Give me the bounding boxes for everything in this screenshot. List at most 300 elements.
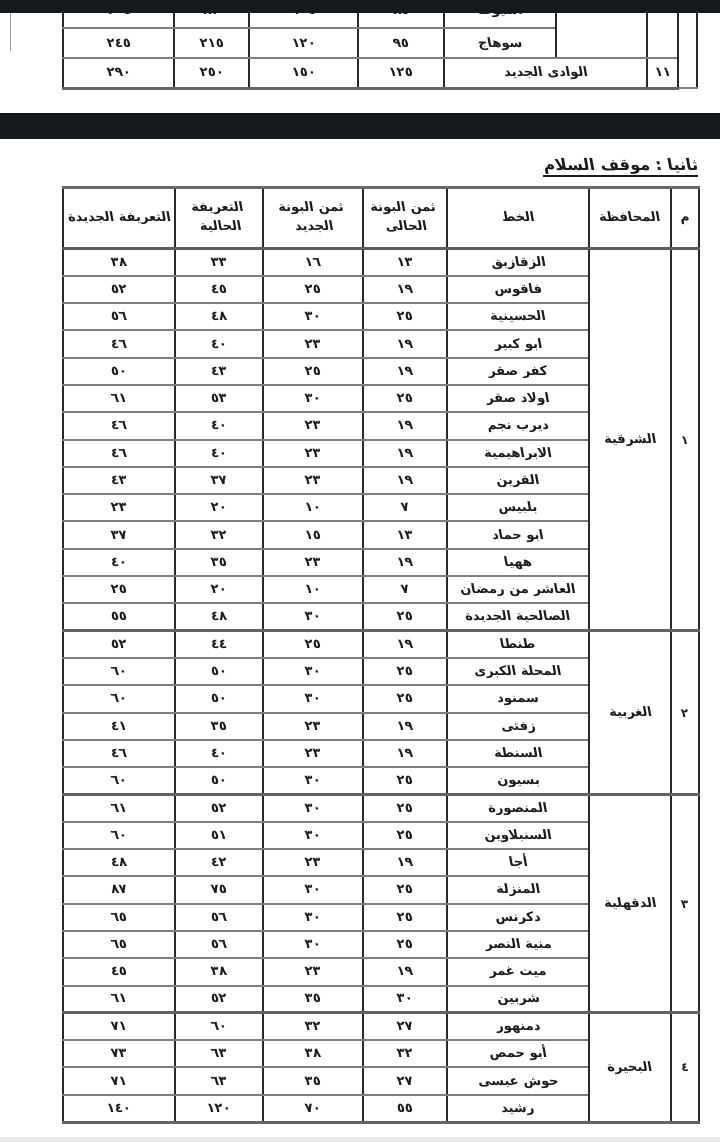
line-name-cell <box>447 1067 589 1094</box>
line-name-cell-text: بسيون <box>495 773 541 789</box>
bona-new-cell <box>263 986 363 1013</box>
tariff-new-cell <box>63 658 175 685</box>
bona-new-cell <box>263 931 363 958</box>
top-black-divider-bar <box>0 0 720 13</box>
num-cell-text: ٢ <box>680 705 690 720</box>
bona-new-cell-text: ٣٠ <box>303 391 323 407</box>
table-row <box>63 1013 699 1040</box>
bona-new-cell <box>249 28 358 58</box>
line-name-cell-text: اولاد صقر <box>484 391 552 407</box>
bona-new-cell <box>263 249 363 276</box>
governorate-cell-text: الغربية <box>607 705 653 721</box>
tariff-new-cell-text: ٢٩٠ <box>105 65 132 81</box>
tariff-new-cell <box>63 440 175 467</box>
tariff-new-cell-text: ٧١ <box>109 1019 129 1035</box>
tariff-new-cell-text: ٦١ <box>109 391 129 407</box>
line-name-cell <box>444 58 647 88</box>
tariff-new-cell-text: ٦٠ <box>109 691 129 707</box>
line-name-cell-text: السنطة <box>492 745 544 761</box>
tariff-new-cell-text: ٥٢ <box>109 637 129 653</box>
bona-current-cell-text: ١٩ <box>395 418 415 434</box>
tariff-new-cell-text: ٤٠ <box>109 554 129 570</box>
line-name-cell-text: كفر صقر <box>486 363 550 379</box>
bona-new-cell-text: ٢٥ <box>303 363 323 379</box>
bona-new-cell-text: ٣٠ <box>303 664 323 680</box>
bona-new-cell <box>263 440 363 467</box>
bona-current-cell-text: ٢٥ <box>395 691 415 707</box>
tariff-new-cell-text: ٧١ <box>109 1073 129 1089</box>
line-name-cell-text: العاشر من رمضان <box>458 582 578 598</box>
tariff-new-cell <box>63 303 175 330</box>
bona-current-cell <box>363 358 447 385</box>
tariff-new-cell-text: ٦٠ <box>109 773 129 789</box>
tariff-current-cell-text: ٤٨ <box>209 609 229 625</box>
tariff-new-cell <box>63 794 175 821</box>
section-divider-bar <box>0 113 720 139</box>
top-partial-table <box>62 0 698 90</box>
line-name-cell-text: الصالحية الجديدة <box>464 609 572 625</box>
tariff-current-cell-text: ٥٢ <box>209 800 229 816</box>
bona-current-cell <box>363 822 447 849</box>
tariff-current-cell <box>175 931 263 958</box>
bona-new-cell-text: ٣٠ <box>303 827 323 843</box>
line-name-cell <box>447 958 589 985</box>
tariff-new-cell <box>63 849 175 876</box>
bona-current-cell <box>363 549 447 576</box>
tariff-new-cell-text: ٤٦ <box>109 745 129 761</box>
line-name-cell <box>447 303 589 330</box>
line-name-cell <box>447 521 589 548</box>
line-name-cell-text: الوادى الجديد <box>502 65 589 81</box>
tariff-current-cell-text: ٦٠ <box>209 1019 229 1035</box>
bona-current-cell <box>363 1095 447 1122</box>
line-name-cell <box>447 549 589 576</box>
tariff-current-cell-text: ٤٢ <box>209 855 229 871</box>
line-name-cell <box>447 658 589 685</box>
line-name-cell-text: الزقازيق <box>489 254 547 270</box>
tariff-new-cell <box>63 1013 175 1040</box>
tariff-new-cell-text: ٧٣ <box>109 1046 129 1062</box>
num-cell-text: ١ <box>680 432 690 447</box>
line-name-cell <box>447 467 589 494</box>
bona-new-cell <box>263 494 363 521</box>
tariff-current-cell-text: ٤٠ <box>209 745 229 761</box>
num-cell <box>671 249 699 631</box>
bona-current-cell-text: ١٩ <box>395 473 415 489</box>
governorate-cell-text: البحيرة <box>606 1059 654 1075</box>
tariff-current-cell <box>175 822 263 849</box>
bona-current-cell <box>363 440 447 467</box>
line-name-cell <box>447 412 589 439</box>
tariff-new-cell <box>63 986 175 1013</box>
governorate-cell-text: الدقهلية <box>602 896 658 912</box>
bona-new-cell <box>263 358 363 385</box>
tariff-current-cell-text: ٥٦ <box>209 937 229 953</box>
tariff-current-cell-text: ٤٠ <box>209 418 229 434</box>
line-name-cell <box>447 713 589 740</box>
tariff-new-cell-text: ٨٧ <box>109 882 129 898</box>
tariff-new-cell-text: ٥٢ <box>109 281 129 297</box>
bona-new-cell <box>263 521 363 548</box>
tariff-current-cell <box>175 330 263 357</box>
num-cell <box>671 631 699 795</box>
bona-new-cell <box>263 1067 363 1094</box>
line-name-cell <box>447 876 589 903</box>
bona-new-cell <box>263 740 363 767</box>
line-name-cell <box>447 330 589 357</box>
tariff-current-cell-text: ٧٥ <box>209 882 229 898</box>
bona-current-cell-text: ١٩ <box>395 281 415 297</box>
bona-new-cell-text: ٣٠ <box>303 309 323 325</box>
num-cell <box>671 1013 699 1122</box>
bona-current-cell-text: ٢٥ <box>395 882 415 898</box>
tariff-new-cell-text: ٥٥ <box>109 609 129 625</box>
bona-current-cell-text: ٢٥ <box>395 800 415 816</box>
tariff-new-cell-text: ٦٥ <box>109 909 129 925</box>
tariff-current-cell <box>174 58 249 88</box>
bona-new-cell <box>263 1013 363 1040</box>
tariff-current-cell <box>175 576 263 603</box>
line-name-cell <box>444 28 556 58</box>
col-header-governorate-text: المحافظة <box>597 209 662 225</box>
col-header-line <box>447 188 589 249</box>
bona-current-cell <box>363 1067 447 1094</box>
tariff-current-cell <box>175 549 263 576</box>
line-name-cell <box>447 358 589 385</box>
bona-current-cell-text: ١٩ <box>395 637 415 653</box>
table-row <box>63 794 699 821</box>
line-name-cell-text: الابراهيمية <box>482 445 554 461</box>
tariff-current-cell <box>175 740 263 767</box>
bona-current-cell-text: ٢٥ <box>395 391 415 407</box>
tariff-new-cell-text: ٣٧ <box>109 527 129 543</box>
bona-new-cell <box>263 904 363 931</box>
tariff-new-cell-text: ٣٨ <box>109 254 129 270</box>
bona-current-cell <box>363 303 447 330</box>
bona-new-cell <box>263 276 363 303</box>
bona-new-cell-text: ٣٠ <box>303 937 323 953</box>
tariff-current-cell <box>175 631 263 658</box>
outer-strip-cell <box>678 0 697 88</box>
bona-new-cell <box>263 658 363 685</box>
tariff-current-cell-text: ٦٣ <box>209 1073 229 1089</box>
bona-current-cell <box>363 713 447 740</box>
bona-new-cell-text: ١٠ <box>303 582 323 598</box>
bona-current-cell-text: ٢٥ <box>395 664 415 680</box>
line-name-cell <box>447 986 589 1013</box>
tariff-new-cell <box>63 904 175 931</box>
tariff-new-cell <box>63 412 175 439</box>
tariff-new-cell <box>63 276 175 303</box>
col-header-line-text: الخط <box>500 209 536 225</box>
line-name-cell-text: ابو حماد <box>490 527 546 543</box>
bona-current-cell <box>358 28 444 58</box>
tariff-new-cell <box>63 576 175 603</box>
bona-current-cell-text: ٢٧ <box>395 1019 415 1035</box>
tariff-current-cell <box>175 1067 263 1094</box>
line-name-cell <box>447 385 589 412</box>
line-name-cell <box>447 276 589 303</box>
tariff-current-cell-text: ٥٠ <box>209 691 229 707</box>
tariff-new-cell-text: ٦١ <box>109 800 129 816</box>
tariff-current-cell-text: ٥٦ <box>209 909 229 925</box>
tariff-new-cell-text: ٢٥ <box>109 582 129 598</box>
line-name-cell-text: ههيا <box>502 554 534 570</box>
tariff-current-cell <box>175 249 263 276</box>
tariff-new-cell-text: ٤٦ <box>109 445 129 461</box>
bona-new-cell <box>263 876 363 903</box>
tariff-new-cell <box>63 494 175 521</box>
bona-current-cell-text: ١٢٥ <box>387 65 415 81</box>
tariff-current-cell <box>175 849 263 876</box>
bona-current-cell-text: ١٩ <box>395 363 415 379</box>
tariff-new-cell <box>63 713 175 740</box>
bona-current-cell <box>363 576 447 603</box>
bona-new-cell <box>263 1095 363 1122</box>
line-name-cell-text: المنزلة <box>494 882 542 898</box>
tariff-current-cell-text: ٥١ <box>209 827 229 843</box>
page-left-border <box>10 13 11 51</box>
governorate-cell-text: الشرقية <box>602 432 658 448</box>
bona-new-cell <box>263 631 363 658</box>
governorate-cell <box>589 249 671 631</box>
bona-current-cell-text: ٢٥ <box>395 773 415 789</box>
num-cell-text: ١١ <box>653 65 672 81</box>
bona-new-cell-text: ٢٣ <box>303 718 323 734</box>
line-name-cell-text: سوهاج <box>476 35 524 51</box>
tariff-new-cell-text: ٤٦ <box>109 418 129 434</box>
tariff-new-cell-text: ٦٠ <box>109 827 129 843</box>
bona-new-cell-text: ٣٢ <box>303 1019 323 1035</box>
tariff-current-cell <box>175 713 263 740</box>
bona-current-cell <box>363 521 447 548</box>
bona-new-cell-text: ٣٠ <box>303 882 323 898</box>
bona-current-cell-text: ٢٧ <box>395 1073 415 1089</box>
tariff-new-cell <box>63 1067 175 1094</box>
line-name-cell-text: منية النصر <box>483 937 553 953</box>
tariff-new-cell-text: ٤١ <box>109 718 129 734</box>
tariff-new-cell-text: ٦٥ <box>109 937 129 953</box>
bona-current-cell <box>363 603 447 630</box>
bona-new-cell <box>263 685 363 712</box>
line-name-cell <box>447 440 589 467</box>
tariff-current-cell <box>175 276 263 303</box>
tariff-current-cell-text: ٣٥ <box>209 554 229 570</box>
tariff-current-cell-text: ٢٠ <box>209 500 229 516</box>
col-header-num <box>671 188 699 249</box>
bona-new-cell-text: ٣٨ <box>303 1046 323 1062</box>
line-name-cell <box>447 904 589 931</box>
col-header-bona-current-text: ثمن البونة الحالى <box>369 200 438 234</box>
bona-new-cell-text: ٣٠ <box>303 691 323 707</box>
bona-new-cell <box>263 713 363 740</box>
line-name-cell-text: دمنهور <box>494 1019 542 1035</box>
tariff-current-cell-text: ٣٨ <box>209 964 229 980</box>
line-name-cell-text: المحلة الكبرى <box>473 664 563 680</box>
tariff-current-cell-text: ٦٣ <box>209 1046 229 1062</box>
tariff-new-cell <box>63 358 175 385</box>
bona-new-cell-text: ١٦ <box>303 254 323 270</box>
tariff-current-cell-text: ٤٠ <box>209 445 229 461</box>
line-name-cell-text: أجا <box>507 855 529 871</box>
line-name-cell-text: زفتى <box>499 718 537 734</box>
bona-new-cell <box>263 385 363 412</box>
tariff-current-cell <box>175 412 263 439</box>
line-name-cell-text: ميت غمر <box>488 964 548 980</box>
bona-new-cell-text: ٢٣ <box>303 964 323 980</box>
tariff-current-cell-text: ١٢٠ <box>205 1100 233 1116</box>
tariff-new-cell <box>63 1095 175 1122</box>
tariff-current-cell <box>175 958 263 985</box>
tariff-current-cell-text: ٣٧ <box>209 473 229 489</box>
tariff-current-cell <box>175 440 263 467</box>
bona-new-cell-text: ٢٥ <box>303 637 323 653</box>
bona-current-cell-text: ١٩ <box>395 445 415 461</box>
bona-new-cell-text: ٢٣ <box>303 336 323 352</box>
line-name-cell-text: فاقوس <box>492 281 544 297</box>
tariff-new-cell-text: ٤٨ <box>109 855 129 871</box>
tariff-current-cell <box>175 794 263 821</box>
bona-new-cell-text: ٢٣ <box>303 554 323 570</box>
tariff-new-cell-text: ٦١ <box>109 991 129 1007</box>
bona-current-cell-text: ١٣ <box>395 527 415 543</box>
tariff-current-cell-text: ٢٠ <box>209 582 229 598</box>
tariff-current-cell-text: ٥٠ <box>209 773 229 789</box>
bona-current-cell <box>363 631 447 658</box>
bona-new-cell-text: ٣٠ <box>303 609 323 625</box>
bona-current-cell-text: ٧ <box>399 582 411 598</box>
tariff-current-cell-text: ٥٠ <box>209 664 229 680</box>
num-cell <box>647 58 678 88</box>
col-header-tariff-new <box>63 188 175 249</box>
bona-new-cell <box>263 767 363 794</box>
col-header-bona-current <box>363 188 447 249</box>
line-name-cell <box>447 740 589 767</box>
num-cell-text: ٣ <box>680 896 690 911</box>
bona-current-cell <box>363 986 447 1013</box>
bona-current-cell <box>363 494 447 521</box>
tariff-new-cell <box>63 249 175 276</box>
line-name-cell <box>447 249 589 276</box>
tariff-current-cell-text: ٣٣ <box>209 254 229 270</box>
tariff-new-cell-text: ١٤٠ <box>105 1100 133 1116</box>
bona-current-cell <box>363 1040 447 1067</box>
bona-new-cell <box>263 303 363 330</box>
page-bottom-edge <box>0 1137 720 1142</box>
tariff-new-cell <box>63 631 175 658</box>
bona-new-cell <box>263 467 363 494</box>
col-header-bona-new <box>263 188 363 249</box>
header-row <box>63 188 699 249</box>
line-name-cell-text: أبو حمص <box>487 1046 549 1062</box>
bona-current-cell <box>363 767 447 794</box>
bona-current-cell-text: ١٩ <box>395 554 415 570</box>
tariff-current-cell <box>175 767 263 794</box>
bona-current-cell-text: ١٩ <box>395 336 415 352</box>
line-name-cell-text: حوش عيسى <box>476 1073 560 1089</box>
bona-current-cell-text: ١٩ <box>395 718 415 734</box>
num-cell-text: ٤ <box>680 1060 690 1075</box>
tariff-new-cell <box>63 822 175 849</box>
bona-current-cell <box>363 467 447 494</box>
bona-current-cell-text: ٢٥ <box>395 309 415 325</box>
line-name-cell-text: طنطا <box>499 637 537 653</box>
bona-new-cell <box>263 1040 363 1067</box>
bona-new-cell-text: ٢٣ <box>303 855 323 871</box>
bona-new-cell <box>263 549 363 576</box>
line-name-cell-text: الحسينية <box>488 309 548 325</box>
bona-new-cell-text: ٣٠ <box>303 773 323 789</box>
line-name-cell <box>447 794 589 821</box>
tariff-current-cell-text: ٢١٥ <box>198 35 225 51</box>
tariff-current-cell <box>175 521 263 548</box>
bona-current-cell <box>363 658 447 685</box>
bona-new-cell-text: ٣٥ <box>303 1073 323 1089</box>
tariff-new-cell <box>63 521 175 548</box>
bona-current-cell-text: ٢٥ <box>395 937 415 953</box>
tariff-new-cell <box>63 685 175 712</box>
col-header-governorate <box>589 188 671 249</box>
line-name-cell-text: القرين <box>494 473 542 489</box>
line-name-cell <box>447 494 589 521</box>
tariff-current-cell-text: ٤٨ <box>209 309 229 325</box>
bona-new-cell <box>263 576 363 603</box>
line-name-cell <box>447 931 589 958</box>
section-title-text: ثانيا : موقف السلام <box>541 155 700 174</box>
bona-current-cell-text: ٢٥ <box>395 827 415 843</box>
bona-current-cell-text: ٣٠ <box>395 991 415 1007</box>
bona-current-cell <box>363 385 447 412</box>
line-name-cell-text: ديرب نجم <box>485 418 551 434</box>
tariff-current-cell <box>175 876 263 903</box>
bona-current-cell <box>363 876 447 903</box>
tariff-current-cell-text: ٤٥ <box>209 281 229 297</box>
bona-current-cell-text: ٥٥ <box>395 1100 415 1116</box>
tariff-new-cell-text: ٥٦ <box>109 309 129 325</box>
bona-current-cell-text: ١٩ <box>395 745 415 761</box>
tariff-current-cell <box>175 658 263 685</box>
bona-current-cell-text: ٢٥ <box>395 609 415 625</box>
tariff-new-cell <box>63 958 175 985</box>
tariff-new-cell-text: ٤٥ <box>109 964 129 980</box>
tariff-current-cell <box>175 385 263 412</box>
line-name-cell <box>447 1095 589 1122</box>
tariff-new-cell-text: ٢٣ <box>109 500 129 516</box>
tariff-current-cell-text: ٣٢ <box>209 527 229 543</box>
bona-new-cell <box>263 330 363 357</box>
line-name-cell <box>447 849 589 876</box>
tariff-new-cell <box>63 931 175 958</box>
governorate-cell <box>589 1013 671 1122</box>
tariff-new-cell <box>63 767 175 794</box>
bona-current-cell-text: ٩٥ <box>391 35 411 51</box>
col-header-tariff-new-text: التعريفة الجديدة <box>66 209 172 225</box>
line-name-cell-text: ابو كبير <box>492 336 544 352</box>
bona-current-cell <box>363 685 447 712</box>
tariff-new-cell-text: ٤٦ <box>109 336 129 352</box>
tariff-new-cell <box>63 876 175 903</box>
bona-current-cell <box>363 931 447 958</box>
tariff-new-cell <box>63 330 175 357</box>
bona-current-cell <box>363 249 447 276</box>
line-name-cell <box>447 576 589 603</box>
table-row <box>63 249 699 276</box>
bona-current-cell <box>363 849 447 876</box>
bona-current-cell-text: ٧ <box>399 500 411 516</box>
bona-new-cell <box>263 794 363 821</box>
line-name-cell <box>447 1013 589 1040</box>
bona-current-cell <box>363 276 447 303</box>
